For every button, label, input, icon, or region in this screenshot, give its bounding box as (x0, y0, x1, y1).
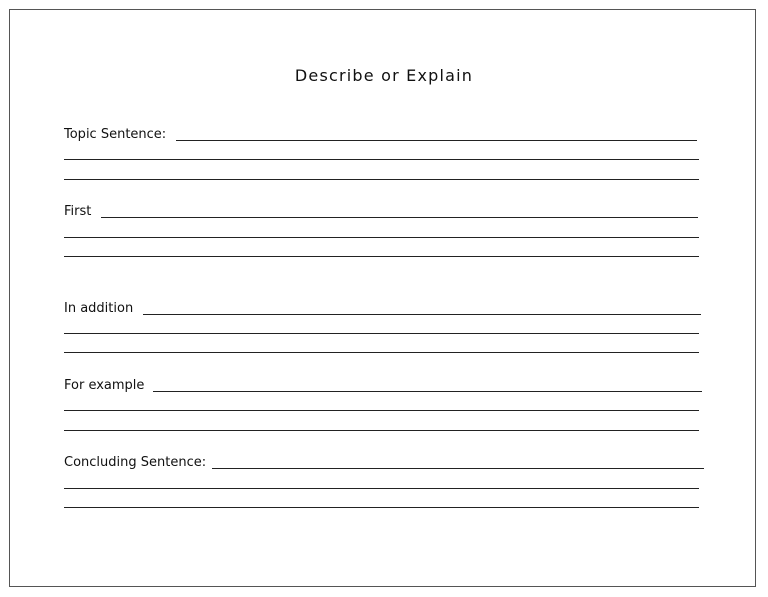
writing-line[interactable] (64, 430, 699, 431)
writing-line[interactable] (64, 179, 699, 180)
writing-line[interactable] (143, 314, 701, 315)
section-label: First (64, 204, 95, 220)
writing-line[interactable] (176, 140, 697, 141)
writing-line[interactable] (64, 410, 699, 411)
section-label: Concluding Sentence: (64, 455, 210, 471)
writing-line[interactable] (64, 352, 699, 353)
section-label: In addition (64, 301, 137, 317)
writing-line[interactable] (153, 391, 702, 392)
writing-line[interactable] (64, 507, 699, 508)
writing-line[interactable] (64, 333, 699, 334)
writing-line[interactable] (212, 468, 704, 469)
section-label: For example (64, 378, 148, 394)
writing-line[interactable] (64, 488, 699, 489)
worksheet-border (9, 9, 756, 587)
worksheet-title: Describe or Explain (294, 66, 474, 85)
section-label: Topic Sentence: (64, 127, 170, 143)
writing-line[interactable] (101, 217, 698, 218)
writing-line[interactable] (64, 237, 699, 238)
writing-line[interactable] (64, 159, 699, 160)
writing-line[interactable] (64, 256, 699, 257)
